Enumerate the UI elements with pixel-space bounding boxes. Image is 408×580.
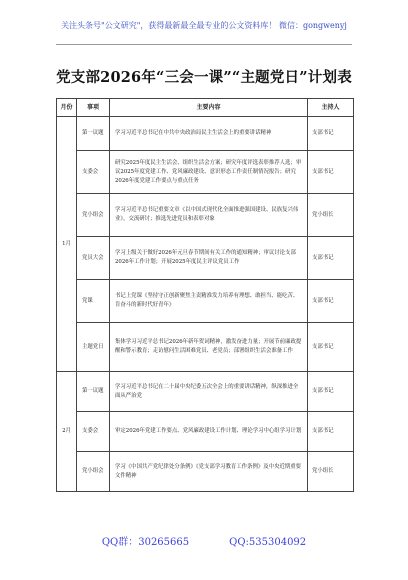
content-cell: 集体学习习近平总书记2026年新年贺词精神，激发奋进力量；开展节前廉政提醒和警示教育；走访慰问生活困难党员、老党员；部署组织生活会准备工作: [110, 323, 308, 372]
table-row: [57, 280, 354, 323]
item-cell: 支委会: [77, 412, 110, 452]
qq-text: QQ:535304092: [229, 537, 307, 548]
host-cell: 支部书记: [308, 280, 354, 323]
host-cell: 支部书记: [308, 151, 354, 194]
table-row: [57, 151, 354, 194]
host-cell: 支部书记: [308, 412, 354, 452]
item-cell: 第一议题: [77, 372, 110, 412]
content-cell: 学习习近平总书记重要文章《以中国式现代化全面推进强国建设、民族复兴伟业》，交流研讨；推选先进党员和表彰对象: [110, 194, 308, 237]
header-divider: [56, 44, 352, 45]
content-cell: 学习《中国共产党纪律处分条例》《党支部学习教育工作条例》及中央近期重要文件精神: [110, 452, 308, 492]
promo-header: 关注头条号"公文研究"，获得最新最全最专业的公文资料库！ 微信：gongwenyj: [61, 21, 347, 30]
month-cell: 2月: [57, 372, 77, 492]
table-row: [57, 323, 354, 372]
table-header-row: [57, 99, 354, 117]
host-cell: 支部书记: [308, 323, 354, 372]
host-cell: 党小组长: [308, 194, 354, 237]
page-title: 党支部2026年“三会一课”“主题党日”计划表: [56, 69, 352, 86]
item-cell: 支委会: [77, 151, 110, 194]
content-cell: 书记上党课《坚持守正创新聚焦主责精准发力培养有理想、敢担当、能吃苦、肯奋斗的新时代好青年》: [110, 280, 308, 323]
contact-footer: [0, 533, 408, 548]
table-row: [57, 117, 354, 151]
column-header-host: 主持人: [308, 99, 354, 117]
item-cell: 党课: [77, 280, 110, 323]
column-header-item: 事项: [77, 99, 110, 117]
column-header-content: 主要内容: [110, 99, 308, 117]
item-cell: 党小组会: [77, 452, 110, 492]
month-cell: 1月: [57, 117, 77, 372]
host-cell: 支部书记: [308, 117, 354, 151]
column-header-month: 月份: [57, 99, 77, 117]
content-cell: 学习上级关于做好2026年元旦春节期间有关工作的通知精神；审议讨论支部2026年工作计划；开展2025年度民主评议党员工作: [110, 237, 308, 280]
qq-group-text: QQ群：30265665: [101, 537, 190, 548]
table-row: [57, 372, 354, 412]
table-row: [57, 452, 354, 492]
content-cell: 审定2026年党建工作要点、党风廉政建设工作计划、理论学习中心组学习计划: [110, 412, 308, 452]
host-cell: 党小组长: [308, 452, 354, 492]
content-cell: 学习习近平总书记在二十届中央纪委五次全会上的重要讲话精神，纵深推进全面从严治党: [110, 372, 308, 412]
content-cell: 学习习近平总书记在中共中央政治局民主生活会上的重要讲话精神: [110, 117, 308, 151]
plan-table: [56, 98, 354, 492]
table-row: [57, 237, 354, 280]
content-cell: 研究2025年度民主生活会、组织生活会方案；研究年度评选表彰推荐人选；审议2025年度党建工作、党风廉政建设、意识形态工作责任制情况报告；研究2026年度党建工作要点与重点任务: [110, 151, 308, 194]
host-cell: 支部书记: [308, 372, 354, 412]
table-row: [57, 412, 354, 452]
item-cell: 第一议题: [77, 117, 110, 151]
table-row: [57, 194, 354, 237]
item-cell: 党小组会: [77, 194, 110, 237]
host-cell: 支部书记: [308, 237, 354, 280]
item-cell: 党员大会: [77, 237, 110, 280]
item-cell: 主题党日: [77, 323, 110, 372]
